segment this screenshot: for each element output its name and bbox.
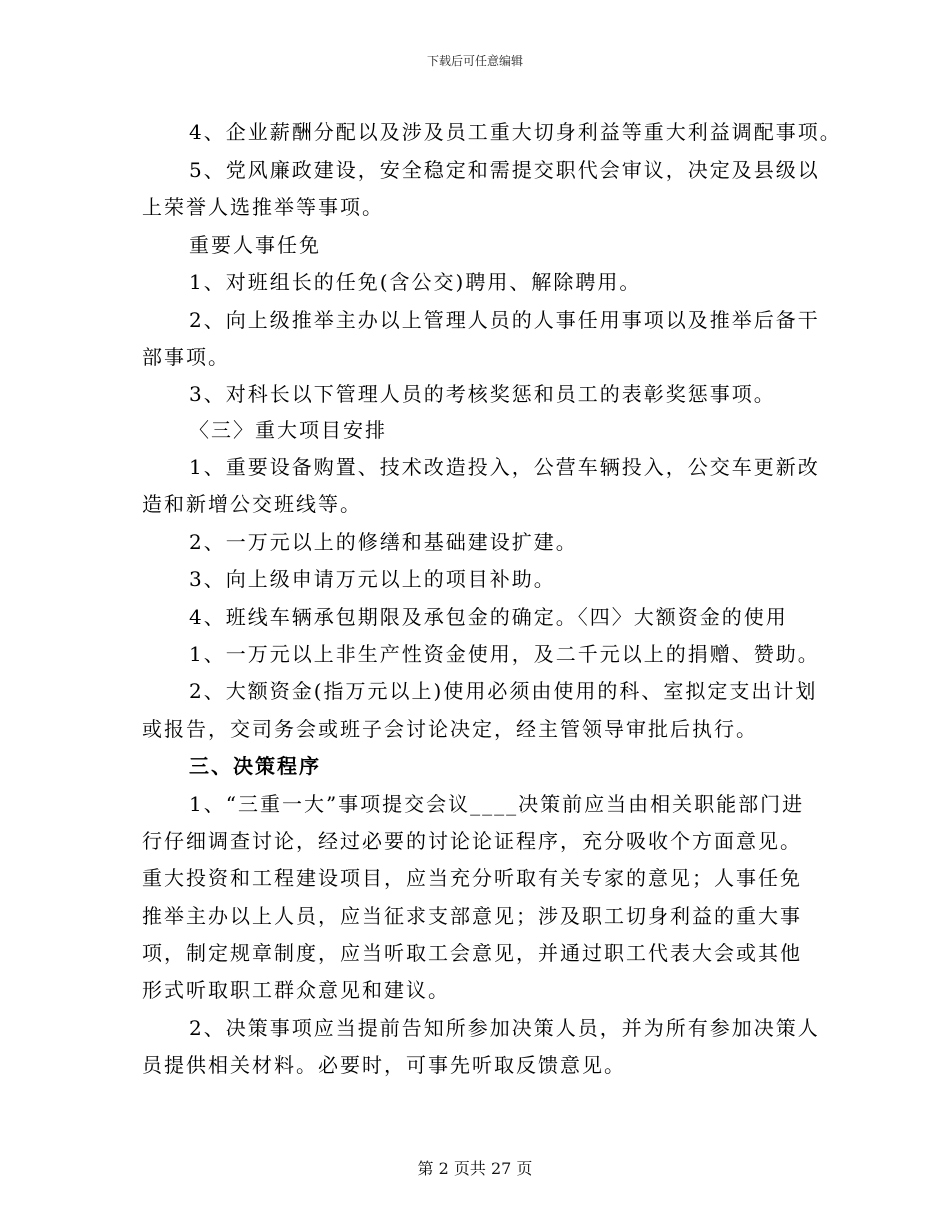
- paragraph-line: 4、班线车辆承包期限及承包金的确定。〈四〉大额资金的使用: [189, 605, 788, 629]
- paragraph-line: 4、企业薪酬分配以及涉及员工重大切身利益等重大利益调配事项。: [189, 120, 842, 144]
- paragraph-line: 项，制定规章制度，应当听取工会意见，并通过职工代表大会或其他: [142, 941, 802, 965]
- paragraph-line: 1、对班组长的任免(含公交)聘用、解除聘用。: [189, 270, 642, 294]
- paragraph-line: 5、党风廉政建设，安全稳定和需提交职代会审议，决定及县级以: [189, 158, 820, 182]
- section-heading: 三、决策程序: [189, 754, 321, 778]
- paragraph-line: 2、向上级推举主办以上管理人员的人事任用事项以及推举后备干: [189, 308, 820, 332]
- paragraph-line: 2、一万元以上的修缮和基础建设扩建。: [189, 530, 578, 554]
- paragraph-line: 2、大额资金(指万元以上)使用必须由使用的科、室拟定支出计划: [189, 679, 818, 703]
- section-heading: 重要人事任免: [189, 233, 321, 257]
- paragraph-line: 1、一万元以上非生产性资金使用，及二千元以上的捐赠、赞助。: [189, 642, 820, 666]
- paragraph-line: 1、“三重一大”事项提交会议____决策前应当由相关职能部门进: [189, 792, 805, 816]
- paragraph-line: 2、决策事项应当提前告知所参加决策人员，并为所有参加决策人: [189, 1016, 820, 1040]
- paragraph-line: 推举主办以上人员，应当征求支部意见；涉及职工切身利益的重大事: [142, 904, 802, 928]
- paragraph-line: 3、向上级申请万元以上的项目补助。: [189, 567, 556, 591]
- paragraph-line: 重大投资和工程建设项目，应当充分听取有关专家的意见；人事任免: [142, 866, 802, 890]
- paragraph-line: 部事项。: [142, 345, 230, 369]
- section-heading: 〈三〉重大项目安排: [189, 418, 387, 442]
- paragraph-line: 形式听取职工群众意见和建议。: [142, 978, 450, 1002]
- page-header: 下载后可任意编辑: [426, 54, 523, 68]
- paragraph-line: 行仔细调查讨论，经过必要的讨论论证程序，充分吸收个方面意见。: [142, 829, 802, 853]
- paragraph-line: 员提供相关材料。必要时，可事先听取反馈意见。: [142, 1053, 626, 1077]
- page-footer: 第 2 页共 27 页: [417, 1159, 533, 1178]
- paragraph-line: 上荣誉人选推举等事项。: [142, 195, 384, 219]
- paragraph-line: 3、对科长以下管理人员的考核奖惩和员工的表彰奖惩事项。: [189, 382, 776, 406]
- paragraph-line: 造和新增公交班线等。: [142, 492, 362, 516]
- paragraph-line: 或报告，交司务会或班子会讨论决定，经主管领导审批后执行。: [142, 717, 758, 741]
- paragraph-line: 1、重要设备购置、技术改造投入，公营车辆投入，公交车更新改: [189, 455, 820, 479]
